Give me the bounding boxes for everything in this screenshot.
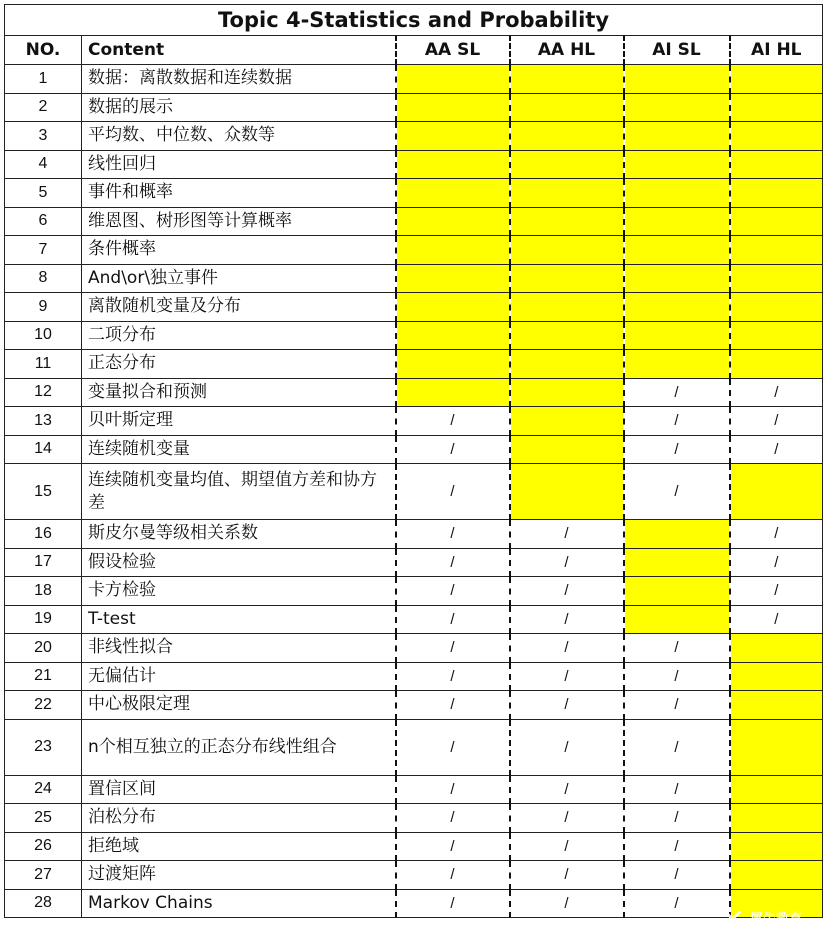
table-row (5, 719, 823, 775)
cell-ai-hl: / (730, 435, 823, 464)
row-number: 25 (5, 804, 82, 833)
cell-aa-hl (510, 65, 624, 94)
row-number: 13 (5, 407, 82, 436)
cell-ai-sl: / (624, 464, 730, 520)
cell-ai-hl (730, 293, 823, 322)
table-row (5, 634, 823, 663)
cell-aa-hl: / (510, 889, 624, 918)
cell-aa-sl (396, 179, 510, 208)
row-number: 17 (5, 548, 82, 577)
cell-ai-sl: / (624, 435, 730, 464)
cell-ai-hl (730, 691, 823, 720)
table-row (5, 65, 823, 94)
cell-ai-sl: / (624, 378, 730, 407)
cell-ai-hl: / (730, 407, 823, 436)
table-title: Topic 4-Statistics and Probability (5, 5, 823, 36)
cell-aa-sl: / (396, 832, 510, 861)
row-content: 正态分布 (82, 350, 396, 379)
cell-aa-sl: / (396, 889, 510, 918)
cell-ai-sl: / (624, 407, 730, 436)
cell-aa-hl (510, 264, 624, 293)
cell-aa-sl (396, 207, 510, 236)
table-row (5, 321, 823, 350)
syllabus-table (4, 4, 823, 918)
cell-aa-hl: / (510, 719, 624, 775)
table-row (5, 93, 823, 122)
table-row (5, 662, 823, 691)
cell-aa-sl: / (396, 634, 510, 663)
row-number: 10 (5, 321, 82, 350)
cell-aa-sl (396, 378, 510, 407)
cell-ai-sl (624, 65, 730, 94)
row-content: 置信区间 (82, 775, 396, 804)
header-ai-hl: AI HL (730, 36, 823, 65)
table-row (5, 150, 823, 179)
watermark-name: 犀牛教育 (750, 912, 803, 927)
header-ai-sl: AI SL (624, 36, 730, 65)
row-number: 21 (5, 662, 82, 691)
cell-ai-sl (624, 236, 730, 265)
cell-ai-sl: / (624, 691, 730, 720)
cell-aa-hl (510, 435, 624, 464)
cell-ai-hl (730, 832, 823, 861)
cell-ai-sl (624, 321, 730, 350)
cell-ai-hl: / (730, 605, 823, 634)
cell-aa-hl: / (510, 605, 624, 634)
watermark (720, 904, 824, 940)
cell-aa-hl (510, 236, 624, 265)
cell-ai-sl (624, 605, 730, 634)
cell-ai-hl: / (730, 520, 823, 549)
row-content: 数据：离散数据和连续数据 (82, 65, 396, 94)
cell-aa-hl: / (510, 548, 624, 577)
cell-ai-hl (730, 634, 823, 663)
row-content: n个相互独立的正态分布线性组合 (82, 719, 396, 775)
cell-ai-sl (624, 350, 730, 379)
cell-aa-sl (396, 293, 510, 322)
table-row (5, 804, 823, 833)
row-content: 离散随机变量及分布 (82, 293, 396, 322)
cell-ai-sl: / (624, 832, 730, 861)
cell-aa-sl: / (396, 520, 510, 549)
row-number: 28 (5, 889, 82, 918)
cell-aa-hl: / (510, 634, 624, 663)
row-number: 3 (5, 122, 82, 151)
cell-ai-sl (624, 179, 730, 208)
row-content: T-test (82, 605, 396, 634)
table-row (5, 548, 823, 577)
row-content: 数据的展示 (82, 93, 396, 122)
header-no: NO. (5, 36, 82, 65)
row-content: 维恩图、树形图等计算概率 (82, 207, 396, 236)
cell-ai-sl (624, 293, 730, 322)
cell-aa-sl: / (396, 464, 510, 520)
row-content: 变量拟合和预测 (82, 378, 396, 407)
cell-ai-sl (624, 93, 730, 122)
cell-ai-hl (730, 804, 823, 833)
table-row (5, 378, 823, 407)
cell-aa-hl (510, 150, 624, 179)
row-content: And\or\独立事件 (82, 264, 396, 293)
cell-aa-sl: / (396, 775, 510, 804)
table-row (5, 861, 823, 890)
cell-aa-sl (396, 350, 510, 379)
row-content: 拒绝域 (82, 832, 396, 861)
cell-aa-hl (510, 179, 624, 208)
x-logo-icon: ✕ (720, 903, 746, 938)
row-number: 2 (5, 93, 82, 122)
table-row (5, 605, 823, 634)
cell-ai-hl: / (730, 378, 823, 407)
cell-aa-hl: / (510, 832, 624, 861)
table-row (5, 520, 823, 549)
table-row (5, 207, 823, 236)
cell-aa-hl: / (510, 775, 624, 804)
row-content: 条件概率 (82, 236, 396, 265)
cell-aa-sl: / (396, 662, 510, 691)
row-content: 二项分布 (82, 321, 396, 350)
cell-ai-sl: / (624, 861, 730, 890)
cell-ai-sl: / (624, 889, 730, 918)
row-content: 假设检验 (82, 548, 396, 577)
cell-aa-sl: / (396, 548, 510, 577)
cell-aa-hl: / (510, 861, 624, 890)
cell-ai-sl: / (624, 804, 730, 833)
table-row (5, 407, 823, 436)
table-row (5, 264, 823, 293)
cell-aa-hl (510, 293, 624, 322)
table-row (5, 179, 823, 208)
table-row (5, 775, 823, 804)
row-content: 中心极限定理 (82, 691, 396, 720)
cell-aa-sl (396, 321, 510, 350)
cell-ai-hl (730, 775, 823, 804)
cell-aa-sl (396, 264, 510, 293)
cell-ai-hl (730, 65, 823, 94)
cell-ai-hl (730, 150, 823, 179)
cell-ai-sl (624, 520, 730, 549)
cell-ai-hl (730, 861, 823, 890)
cell-aa-sl: / (396, 605, 510, 634)
table-row (5, 691, 823, 720)
cell-aa-sl: / (396, 691, 510, 720)
row-number: 11 (5, 350, 82, 379)
table-row (5, 577, 823, 606)
row-number: 23 (5, 719, 82, 775)
row-number: 12 (5, 378, 82, 407)
cell-aa-hl (510, 407, 624, 436)
cell-aa-sl (396, 236, 510, 265)
cell-ai-hl (730, 464, 823, 520)
row-number: 15 (5, 464, 82, 520)
cell-aa-sl (396, 150, 510, 179)
row-number: 7 (5, 236, 82, 265)
cell-aa-sl: / (396, 861, 510, 890)
cell-aa-hl: / (510, 662, 624, 691)
cell-ai-sl: / (624, 775, 730, 804)
row-content: Markov Chains (82, 889, 396, 918)
cell-ai-sl (624, 548, 730, 577)
cell-aa-sl (396, 122, 510, 151)
row-content: 贝叶斯定理 (82, 407, 396, 436)
watermark-sub: X-NEW (752, 926, 792, 935)
cell-ai-sl (624, 122, 730, 151)
cell-ai-hl (730, 264, 823, 293)
row-content: 非线性拟合 (82, 634, 396, 663)
cell-aa-hl: / (510, 577, 624, 606)
cell-ai-hl (730, 179, 823, 208)
table-row (5, 464, 823, 520)
table-row (5, 889, 823, 918)
cell-ai-hl (730, 321, 823, 350)
cell-ai-hl (730, 93, 823, 122)
cell-aa-hl (510, 464, 624, 520)
cell-ai-sl: / (624, 662, 730, 691)
cell-aa-sl: / (396, 804, 510, 833)
table-row (5, 293, 823, 322)
cell-ai-sl (624, 207, 730, 236)
cell-ai-hl (730, 236, 823, 265)
row-content: 线性回归 (82, 150, 396, 179)
cell-aa-sl: / (396, 407, 510, 436)
cell-ai-hl (730, 122, 823, 151)
cell-ai-hl: / (730, 577, 823, 606)
row-number: 16 (5, 520, 82, 549)
cell-ai-hl (730, 719, 823, 775)
row-number: 19 (5, 605, 82, 634)
row-number: 4 (5, 150, 82, 179)
row-content: 卡方检验 (82, 577, 396, 606)
header-aa-hl: AA HL (510, 36, 624, 65)
cell-aa-sl: / (396, 719, 510, 775)
row-number: 24 (5, 775, 82, 804)
cell-ai-sl: / (624, 719, 730, 775)
cell-aa-sl: / (396, 435, 510, 464)
row-content: 斯皮尔曼等级相关系数 (82, 520, 396, 549)
row-number: 22 (5, 691, 82, 720)
row-number: 6 (5, 207, 82, 236)
row-content: 连续随机变量 (82, 435, 396, 464)
cell-aa-hl: / (510, 804, 624, 833)
row-content: 泊松分布 (82, 804, 396, 833)
header-aa-sl: AA SL (396, 36, 510, 65)
row-number: 1 (5, 65, 82, 94)
cell-aa-hl (510, 350, 624, 379)
cell-aa-sl (396, 65, 510, 94)
cell-aa-sl (396, 93, 510, 122)
cell-ai-sl: / (624, 634, 730, 663)
row-number: 14 (5, 435, 82, 464)
cell-aa-hl (510, 321, 624, 350)
row-number: 9 (5, 293, 82, 322)
table-row (5, 236, 823, 265)
cell-aa-sl: / (396, 577, 510, 606)
row-number: 20 (5, 634, 82, 663)
cell-ai-hl: / (730, 548, 823, 577)
row-number: 5 (5, 179, 82, 208)
row-content: 连续随机变量均值、期望值方差和协方差 (82, 464, 396, 520)
cell-aa-hl (510, 207, 624, 236)
row-number: 26 (5, 832, 82, 861)
table-body (5, 65, 823, 918)
table-row (5, 122, 823, 151)
cell-aa-hl: / (510, 520, 624, 549)
cell-aa-hl (510, 122, 624, 151)
row-content: 无偏估计 (82, 662, 396, 691)
row-number: 8 (5, 264, 82, 293)
row-content: 过渡矩阵 (82, 861, 396, 890)
cell-aa-hl (510, 93, 624, 122)
cell-ai-sl (624, 264, 730, 293)
cell-ai-hl (730, 350, 823, 379)
row-content: 事件和概率 (82, 179, 396, 208)
header-content: Content (82, 36, 396, 65)
cell-ai-sl (624, 150, 730, 179)
cell-aa-hl (510, 378, 624, 407)
cell-aa-hl: / (510, 691, 624, 720)
cell-ai-hl (730, 207, 823, 236)
row-number: 18 (5, 577, 82, 606)
table-row (5, 832, 823, 861)
table-row (5, 435, 823, 464)
row-number: 27 (5, 861, 82, 890)
row-content: 平均数、中位数、众数等 (82, 122, 396, 151)
cell-ai-sl (624, 577, 730, 606)
table-row (5, 350, 823, 379)
cell-ai-hl (730, 662, 823, 691)
